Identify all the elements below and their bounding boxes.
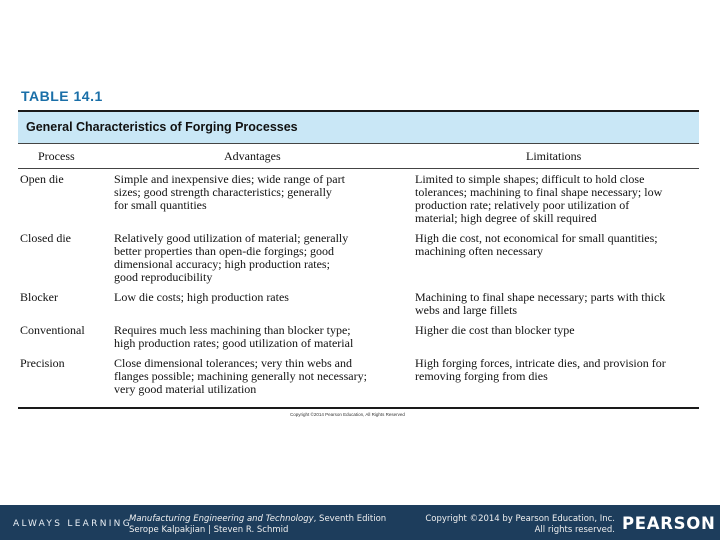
advantages-line: flanges possible; machining generally not necessary; [114,369,367,383]
table-copyright: Copyright ©2014 Pearson Education, All Rights Reserved [290,412,405,417]
limitations-line: machining often necessary [415,244,543,258]
cell-limitations [415,291,699,317]
table-row [18,232,699,284]
advantages-line: very good material utilization [114,382,257,396]
table-title-band [18,110,699,143]
table-title: General Characteristics of Forging Processes [26,120,298,134]
table-body [18,173,699,403]
limitations-line: High die cost, not economical for small quantities; [415,231,658,245]
table-label: TABLE 14.1 [21,88,103,104]
cell-advantages [114,291,404,304]
advantages-line: Simple and inexpensive dies; wide range of part [114,172,345,186]
cell-advantages [114,173,404,212]
advantages-line: for small quantities [114,198,207,212]
book-edition: , Seventh Edition [313,514,387,524]
footer-book-info [129,514,386,536]
footer-tagline: ALWAYS LEARNING [13,519,132,529]
cell-limitations [415,324,699,337]
cell-limitations [415,173,699,225]
cell-advantages [114,357,404,396]
footer-rights [425,514,615,536]
cell-process: Precision [20,356,65,370]
advantages-line: dimensional accuracy; high production rates; [114,257,330,271]
cell-process: Conventional [20,323,85,337]
advantages-line: sizes; good strength characteristics; generally [114,185,332,199]
pearson-logo: PEARSON [622,514,716,533]
limitations-line: Machining to final shape necessary; parts with thick [415,290,666,304]
rights-line-1: Copyright ©2014 by Pearson Education, Inc. [425,514,615,524]
book-authors: Serope Kalpakjian | Steven R. Schmid [129,525,289,535]
advantages-line: Relatively good utilization of material; generally [114,231,349,245]
table-bottom-rule [18,407,699,409]
limitations-line: High forging forces, intricate dies, and provision for [415,356,666,370]
header-advantages: Advantages [224,149,281,163]
cell-process: Open die [20,172,64,186]
rights-line-2: All rights reserved. [534,525,615,535]
limitations-line: webs and large fillets [415,303,518,317]
limitations-line: production rate; relatively poor utilization of [415,198,630,212]
limitations-line: removing forging from dies [415,369,548,383]
table-header-row [18,143,699,169]
advantages-line: high production rates; good utilization of material [114,336,354,350]
limitations-line: Higher die cost than blocker type [415,323,575,337]
cell-limitations [415,357,699,383]
header-process: Process [38,149,75,163]
cell-advantages [114,324,404,350]
cell-advantages [114,232,404,284]
advantages-line: Requires much less machining than blocker type; [114,323,351,337]
limitations-line: Limited to simple shapes; difficult to hold close [415,172,645,186]
cell-limitations [415,232,699,258]
limitations-line: tolerances; machining to final shape necessary; low [415,185,663,199]
book-title: Manufacturing Engineering and Technology [129,514,314,524]
advantages-line: Close dimensional tolerances; very thin webs and [114,356,352,370]
header-limitations: Limitations [526,149,582,163]
table-row [18,291,699,317]
footer-bar [0,505,720,540]
table-row [18,173,699,225]
table-row [18,357,699,396]
advantages-line: better properties than open-die forgings; good [114,244,335,258]
advantages-line: Low die costs; high production rates [114,290,289,304]
limitations-line: material; high degree of skill required [415,211,597,225]
table-row [18,324,699,350]
cell-process: Blocker [20,290,58,304]
cell-process: Closed die [20,231,71,245]
advantages-line: good reproducibility [114,270,213,284]
